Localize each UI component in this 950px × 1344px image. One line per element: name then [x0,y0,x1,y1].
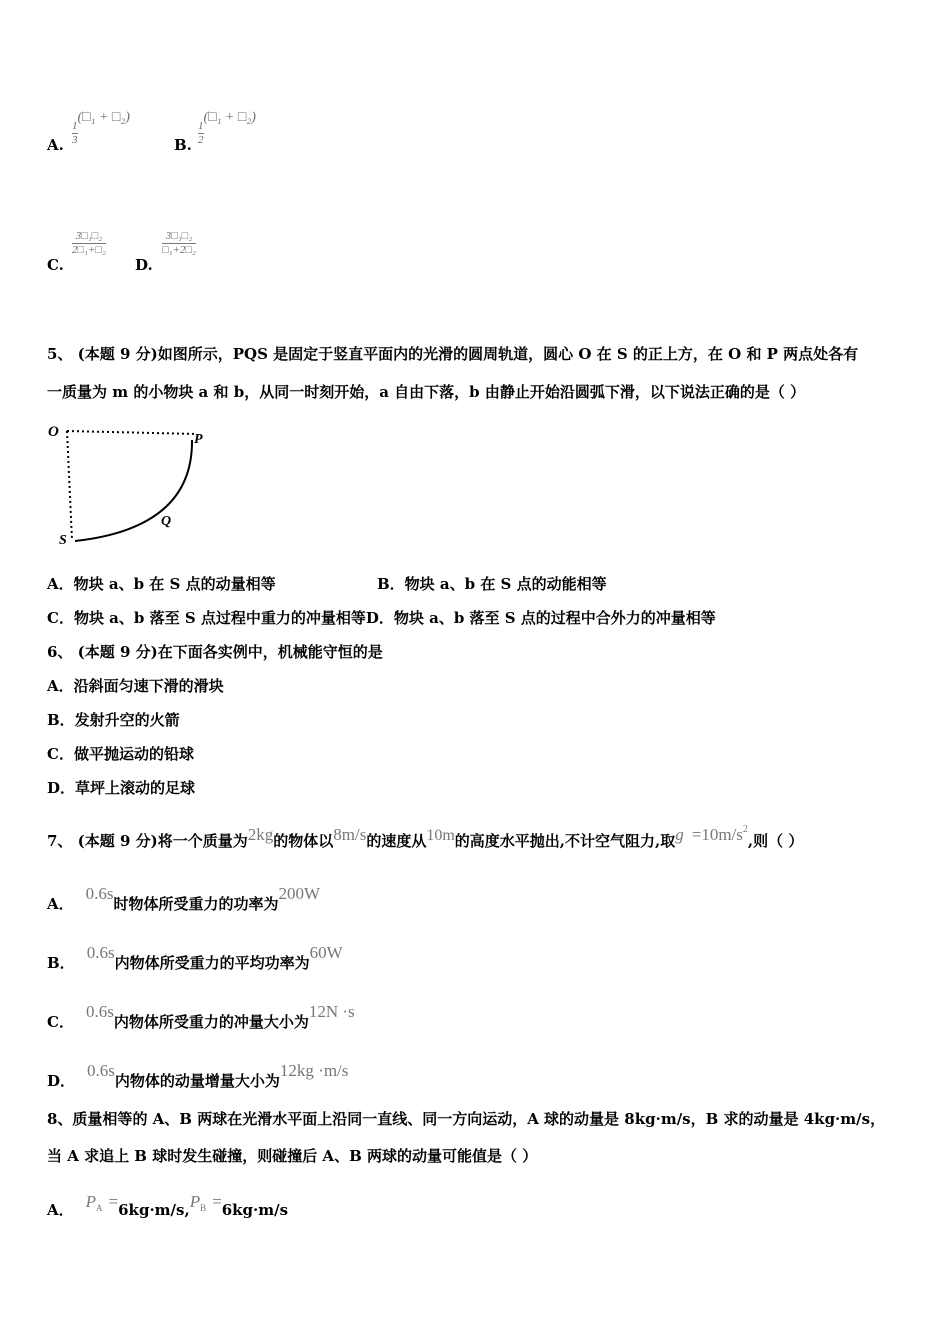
q8-option-a: A． $P^A =6kg\cdot m/s,P^B =6kg\cdot m/s$ [47,1192,289,1219]
option-d-formula: $\frac{\text{3□₁□₂}}{\text{□₁+2□₂}}$ [162,230,196,256]
arc-track [75,440,192,541]
q7-speed: 8m/s [333,825,367,844]
os-dotted-line [67,431,72,540]
option-b-label: B. [174,136,192,154]
q6-option-c: C．做平抛运动的铅球 [47,745,194,763]
option-c-label: C. [47,256,64,274]
q7-stem: 7、 (本题 9 分)将一个质量为2kg的物体以8m/s的速度从10m的高度水平抛出,不计空气阻力,取$g =10m/s^2$,则（ ） [47,824,804,850]
q5-figure [45,418,220,550]
q7-g-value: =10m/s [691,825,743,844]
q8-stem-line2: 当 A 求追上 B 球时发生碰撞，则碰撞后 A、B 两球的动量可能值是（ ） [47,1147,538,1165]
label-s: S [59,533,67,548]
option-c-formula: $\frac{\text{3□₁□₂}}{\text{2□₁+□₂}}$ [72,230,106,256]
q5-option-a: A．物块 a、b 在 S 点的动量相等 [47,575,276,593]
q7-height: 10m [426,827,455,844]
label-q: Q [161,514,172,529]
q5-option-cd: C．物块 a、b 落至 S 点过程中重力的冲量相等D．物块 a、b 落至 S 点的过程中合外力的冲量相等 [47,609,716,627]
option-a-label: A. [47,136,64,154]
label-o: O [48,424,59,440]
q5-stem-line1: 5、 (本题 9 分)如图所示，PQS 是固定于竖直平面内的光滑的圆周轨道，圆心 O 在 S 的正上方，在 O 和 P 两点处各有 [47,345,859,363]
option-b-formula: $\frac{1}{2}$ (□₁ + □₂) [198,110,256,146]
q7-option-b: B．0.6s内物体所受重力的平均功率为60W [47,943,343,972]
q6-option-b: B．发射升空的火箭 [47,711,180,729]
q7-mass: 2kg [247,825,274,844]
q6-option-d: D．草坪上滚动的足球 [47,779,196,797]
q5-option-b: B．物块 a、b 在 S 点的动能相等 [377,575,607,593]
q5-stem-line2: 一质量为 m 的小物块 a 和 b，从同一时刻开始，a 自由下落，b 由静止开始沿圆弧下滑，以下说法正确的是（ ） [47,383,806,401]
option-a-formula: $\frac{1}{3}$ (□₁ + □₂) [72,110,130,146]
q7-option-c: C．0.6s内物体所受重力的冲量大小为12N ·s [47,1002,355,1031]
label-p: P [194,432,203,447]
q6-stem: 6、 (本题 9 分)在下面各实例中，机械能守恒的是 [47,643,383,661]
q7-option-d: D．0.6s内物体的动量增量大小为12kg ·m/s [47,1061,349,1090]
option-d-label: D. [135,256,153,274]
q7-g-symbol: g [675,825,684,844]
q7-option-a: A．0.6s时物体所受重力的功率为200W [47,884,321,913]
op-dotted-line [67,431,197,434]
q6-option-a: A．沿斜面匀速下滑的滑块 [47,677,224,695]
q8-stem-line1: 8、质量相等的 A、B 两球在光滑水平面上沿同一直线、同一方向运动，A 球的动量是 8kg·m/s，B 求的动量是 4kg·m/s， [47,1110,886,1128]
